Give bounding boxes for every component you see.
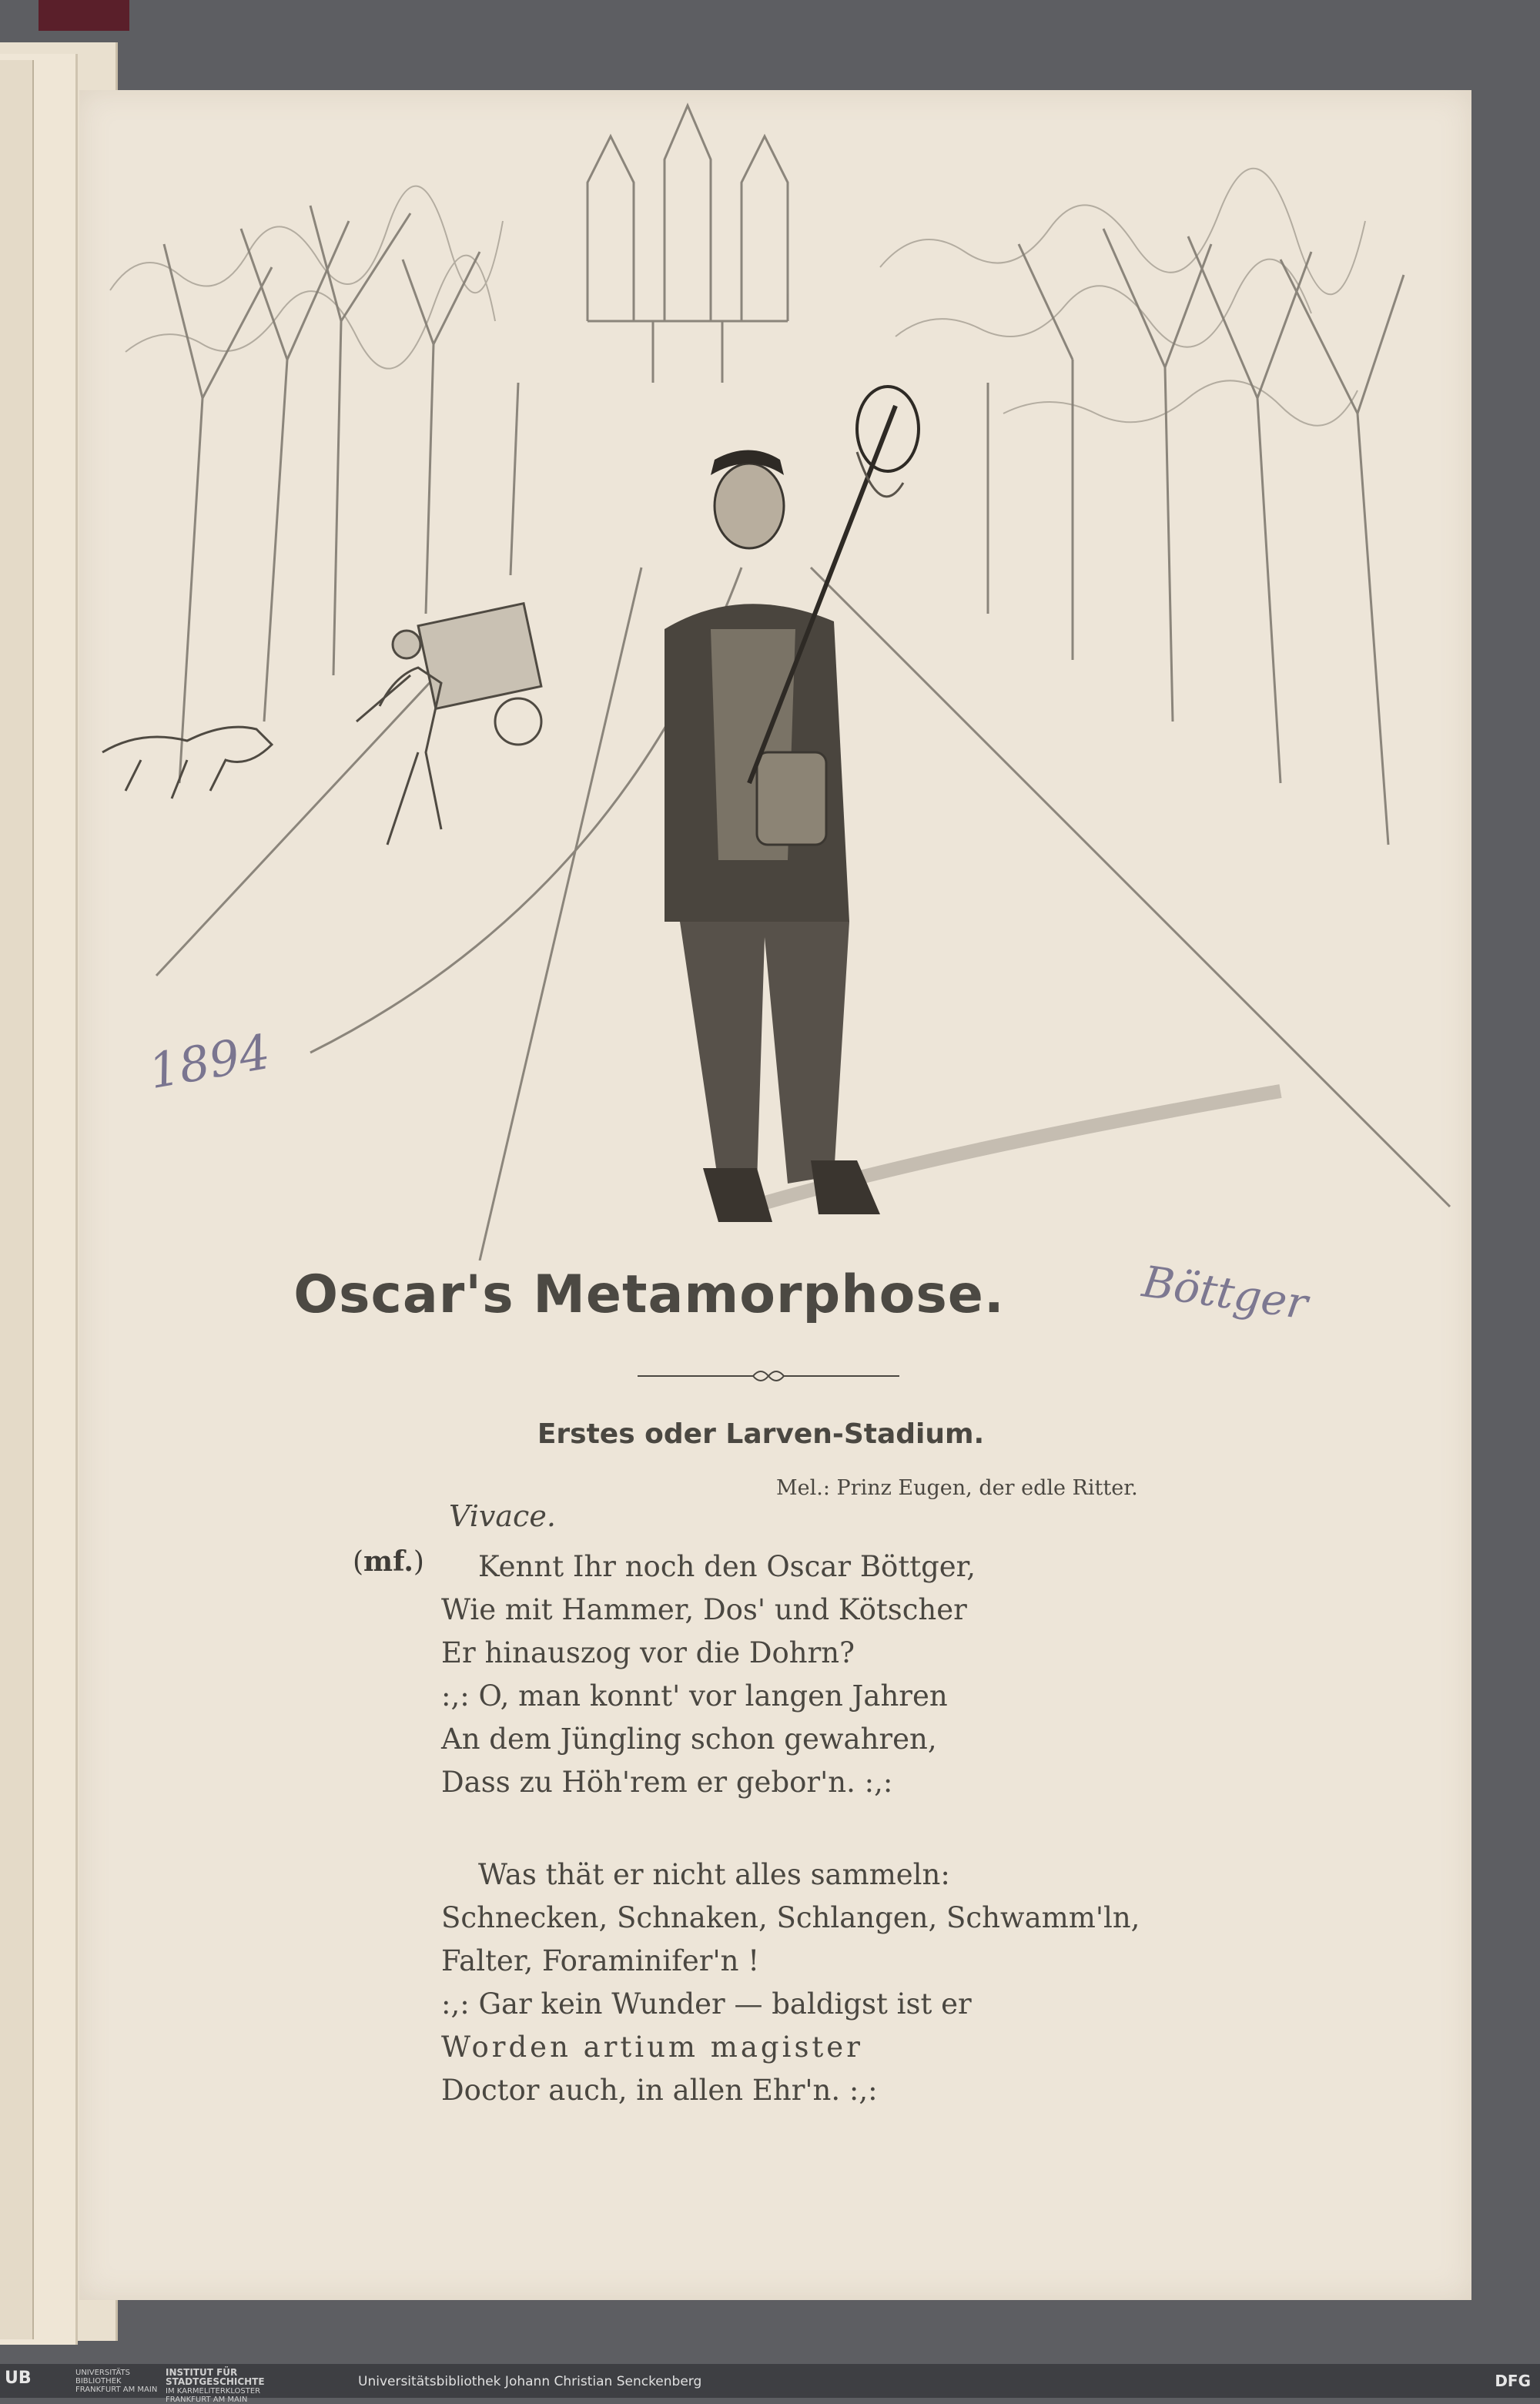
- verse-line: Worden artium magister: [441, 2031, 863, 2064]
- melody-note: Mel.: Prinz Eugen, der edle Ritter.: [776, 1476, 1138, 1500]
- dynamic-value: mf.: [363, 1545, 413, 1578]
- verse-2: [441, 1853, 1140, 2112]
- title-ornament-divider: [638, 1364, 899, 1388]
- page-title: Oscar's Metamorphose.: [293, 1264, 1005, 1325]
- verse-line: An dem Jüngling schon gewahren,: [441, 1723, 937, 1756]
- ub-logo[interactable]: UB: [5, 2369, 32, 2388]
- verse-line: Was thät er nicht alles sammeln:: [478, 1858, 950, 1891]
- inst-title2: STADTGESCHICHTE: [166, 2376, 265, 2387]
- collector-figure: [665, 387, 919, 1222]
- verse-line: :,: O, man konnt' vor langen Jahren: [441, 1679, 948, 1713]
- street-scene-illustration: [79, 90, 1471, 1261]
- inst-title: INSTITUT FÜR: [166, 2367, 238, 2378]
- verse-line: Doctor auch, in allen Ehr'n. :,:: [441, 2074, 878, 2107]
- dfg-logo[interactable]: DFG: [1495, 2372, 1531, 2390]
- library-credit: Universitätsbibliothek Johann Christian Senckenberg: [358, 2374, 702, 2389]
- ub-logo-subtitle: [75, 2369, 157, 2394]
- ub-sub-line: UNIVERSITÄTS: [75, 2369, 131, 2377]
- verse-line: Kennt Ihr noch den Oscar Böttger,: [478, 1550, 976, 1583]
- inst-sub-line: IM KARMELITERKLOSTER: [166, 2387, 261, 2396]
- handwritten-year-note: 1894: [144, 1023, 274, 1100]
- page-edge-front: [0, 60, 34, 2339]
- institute-logo[interactable]: [166, 2369, 265, 2404]
- ub-sub-line: FRANKFURT AM MAIN: [75, 2386, 158, 2394]
- verse-line: Falter, Foraminifer'n !: [441, 1944, 760, 1977]
- verse-line: Er hinauszog vor die Dohrn?: [441, 1636, 855, 1669]
- dynamic-marking: (mf.): [353, 1545, 424, 1578]
- handwritten-signature-note: Böttger: [1139, 1257, 1311, 1330]
- footer-bar: [0, 2364, 1540, 2404]
- verse-1: [441, 1545, 976, 1804]
- bookmark-ribbon: [38, 0, 129, 31]
- verse-line: :,: Gar kein Wunder — baldigst ist er: [441, 1987, 972, 2021]
- tempo-marking: Vivace.: [449, 1499, 556, 1533]
- inst-sub-line: FRANKFURT AM MAIN: [166, 2396, 248, 2404]
- verse-line: Schnecken, Schnaken, Schlangen, Schwamm'ln,: [441, 1901, 1140, 1934]
- ub-sub-line: BIBLIOTHEK: [75, 2377, 122, 2386]
- verse-line: Wie mit Hammer, Dos' und Kötscher: [441, 1593, 967, 1626]
- verse-line: Dass zu Höh'rem er gebor'n. :,:: [441, 1766, 893, 1799]
- document-page: [79, 90, 1471, 2300]
- stage-heading: Erstes oder Larven-Stadium.: [537, 1418, 985, 1450]
